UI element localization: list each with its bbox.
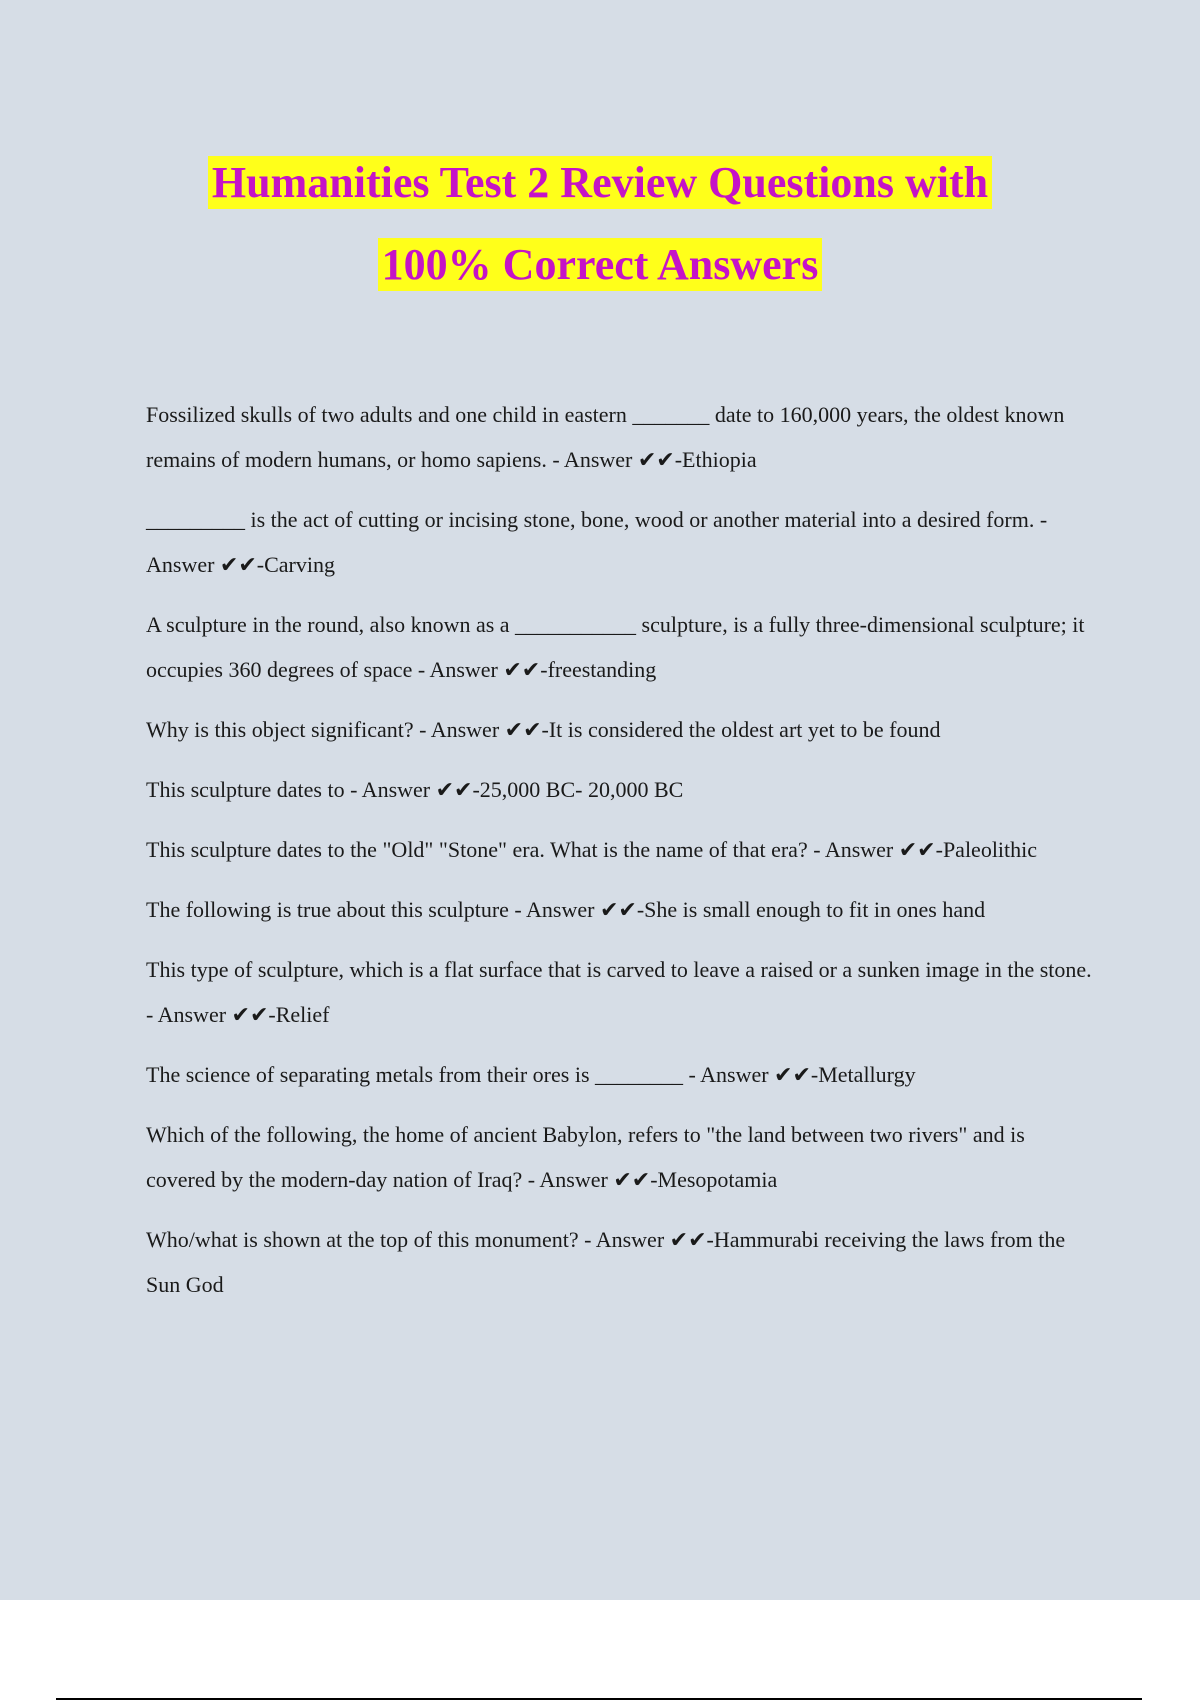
qa-item: Why is this object significant? - Answer ✔✔-It is considered the oldest art yet to be found [146, 717, 941, 742]
document-title [0, 142, 1200, 306]
qa-item: _________ is the act of cutting or incising stone, bone, wood or another material into a desired form. - Answer ✔✔-Carving [146, 507, 1048, 577]
qa-item: A sculpture in the round, also known as a ___________ sculpture, is a fully three-dimensional sculpture; it occupies 360 degrees of space - Answer ✔✔-freestanding [146, 612, 1085, 682]
title-line-2 [0, 224, 1200, 306]
title-line-2-text: 100% Correct Answers [378, 238, 823, 291]
qa-item: The following is true about this sculpture - Answer ✔✔-She is small enough to fit in ones hand [146, 897, 986, 922]
qa-list [146, 392, 1096, 1322]
qa-item: This sculpture dates to the "Old" "Stone" era. What is the name of that era? - Answer ✔✔-Paleolithic [146, 837, 1038, 862]
qa-item: Fossilized skulls of two adults and one child in eastern _______ date to 160,000 years, the oldest known remains of modern humans, or homo sapiens. - Answer ✔✔-Ethiopia [146, 402, 1065, 472]
qa-item: Who/what is shown at the top of this monument? - Answer ✔✔-Hammurabi receiving the laws from the Sun God [146, 1227, 1066, 1297]
qa-item: This type of sculpture, which is a flat surface that is carved to leave a raised or a sunken image in the stone. - Answer ✔✔-Relief [146, 957, 1092, 1027]
qa-item: This sculpture dates to - Answer ✔✔-25,000 BC- 20,000 BC [146, 777, 684, 802]
qa-item: Which of the following, the home of ancient Babylon, refers to "the land between two rivers" and is covered by the modern-day nation of Iraq? - Answer ✔✔-Mesopotamia [146, 1122, 1025, 1192]
qa-item: The science of separating metals from their ores is ________ - Answer ✔✔-Metallurgy [146, 1062, 916, 1087]
title-line-1 [0, 142, 1200, 224]
title-line-1-text: Humanities Test 2 Review Questions with [208, 156, 992, 209]
